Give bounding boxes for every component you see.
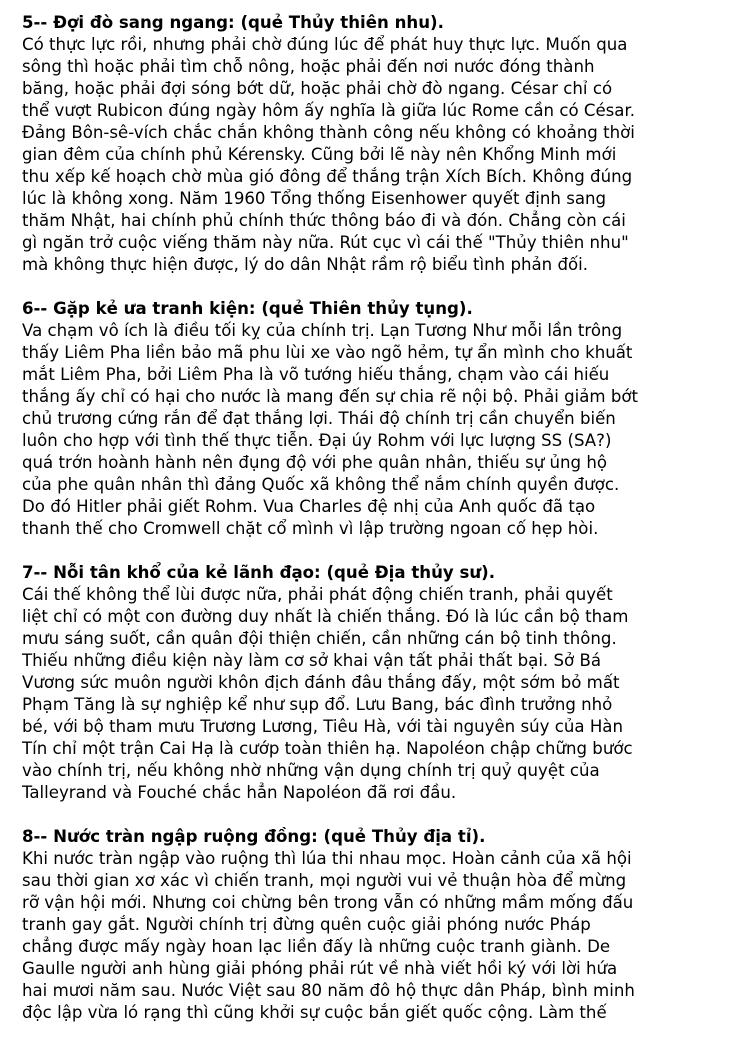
section-paragraph: [22, 848, 734, 1024]
text-line: Do đó Hitler phải giết Rohm. Vua Charles đệ nhị của Anh quốc đã tạo: [22, 497, 596, 516]
text-line: bé, với bộ tham mưu Trương Lương, Tiêu Hà, với tài nguyên súy của Hàn: [22, 717, 623, 736]
text-line: lúc là không xong. Năm 1960 Tổng thống Eisenhower quyết định sang: [22, 189, 607, 208]
section-heading: 8-- Nước tràn ngập ruộng đồng: (quẻ Thủy địa tỉ).: [22, 827, 486, 846]
text-line: liệt chỉ có một con đường duy nhất là chiến thắng. Đó là lúc cần bộ tham: [22, 607, 629, 626]
text-line: mưu sáng suốt, cần quân đội thiện chiến, cần những cán bộ tinh thông.: [22, 629, 617, 648]
text-line: Đảng Bôn-sê-vích chắc chắn không thành công nếu không có khoảng thời: [22, 123, 635, 142]
section-7: [22, 562, 734, 804]
text-line: tranh gay gắt. Người chính trị đừng quên cuộc giải phóng nước Pháp: [22, 915, 591, 934]
text-line: vào chính trị, nếu không nhờ những vận dụng chính trị quỷ quyệt của: [22, 761, 600, 780]
document-page: [22, 12, 734, 1046]
text-line: băng, hoặc phải đợi sóng bớt dữ, hoặc phải chờ đò ngang. César chỉ có: [22, 79, 613, 98]
text-line: thắng ấy chỉ có hại cho nước là mang đến sự chia rẽ nội bộ. Phải giảm bớt: [22, 387, 639, 406]
text-line: gian đêm của chính phủ Kérensky. Cũng bởi lẽ này nên Khổng Minh mới: [22, 145, 617, 164]
text-line: độc lập vừa ló rạng thì cũng khởi sự cuộc bắn giết quốc cộng. Làm thế: [22, 1003, 607, 1022]
text-line: Thiếu những điều kiện này làm cơ sở khai vận tất phải thất bại. Sở Bá: [22, 651, 601, 670]
text-line: Gaulle người anh hùng giải phóng phải rút về nhà viết hồi ký với lời hứa: [22, 959, 618, 978]
text-line: gì ngăn trở cuộc viếng thăm này nữa. Rút cục vì cái thế "Thủy thiên nhu": [22, 233, 629, 252]
text-line: thăm Nhật, hai chính phủ chính thức thông báo đi và đón. Chẳng còn cái: [22, 211, 626, 230]
text-line: hai mươi năm sau. Nước Việt sau 80 năm đô hộ thực dân Pháp, bình minh: [22, 981, 635, 1000]
text-line: sau thời gian xơ xác vì chiến tranh, mọi người vui vẻ thuận hòa để mừng: [22, 871, 627, 890]
section-8: [22, 826, 734, 1024]
text-line: thanh thế cho Cromwell chặt cổ mình vì lập trường ngoan cố hẹp hòi.: [22, 519, 599, 538]
section-paragraph: [22, 320, 734, 540]
section-heading: 6-- Gặp kẻ ưa tranh kiện: (quẻ Thiên thủy tụng).: [22, 299, 473, 318]
text-line: chẳng được mấy ngày hoan lạc liền đấy là những cuộc tranh giành. De: [22, 937, 611, 956]
text-line: Có thực lực rồi, nhưng phải chờ đúng lúc để phát huy thực lực. Muốn qua: [22, 35, 628, 54]
text-line: quá trớn hoành hành nên đụng độ với phe quân nhân, thiếu sự ủng hộ: [22, 453, 608, 472]
section-6: [22, 298, 734, 540]
text-line: thể vượt Rubicon đúng ngày hôm ấy nghĩa là giữa lúc Rome cần có César.: [22, 101, 636, 120]
section-heading: 5-- Đợi đò sang ngang: (quẻ Thủy thiên nhu).: [22, 13, 444, 32]
text-line: luôn cho hợp với tình thế thực tiễn. Đại úy Rohm với lực lượng SS (SA?): [22, 431, 612, 450]
text-line: chủ trương cứng rắn để đạt thắng lợi. Thái độ chính trị cần chuyển biến: [22, 409, 616, 428]
section-5: [22, 12, 734, 276]
text-line: Khi nước tràn ngập vào ruộng thì lúa thi nhau mọc. Hoàn cảnh của xã hội: [22, 849, 632, 868]
text-line: sông thì hoặc phải tìm chỗ nông, hoặc phải đến nơi nước đóng thành: [22, 57, 595, 76]
section-heading: 7-- Nỗi tân khổ của kẻ lãnh đạo: (quẻ Địa thủy sư).: [22, 563, 496, 582]
text-line: của phe quân nhân thì đảng Quốc xã không thể nắm chính quyền được.: [22, 475, 620, 494]
text-line: thấy Liêm Pha liền bảo mã phu lùi xe vào ngõ hẻm, tự ẩn mình cho khuất: [22, 343, 633, 362]
text-line: Vương sức muôn người khôn địch đánh đâu thắng đấy, một sớm bỏ mất: [22, 673, 620, 692]
text-line: Cái thế không thể lùi được nữa, phải phát động chiến tranh, phải quyết: [22, 585, 613, 604]
section-paragraph: [22, 584, 734, 804]
text-line: thu xếp kế hoạch chờ mùa gió đông để thắng trận Xích Bích. Không đúng: [22, 167, 633, 186]
text-line: Talleyrand và Fouché chắc hẳn Napoléon đã rơi đầu.: [22, 783, 457, 802]
text-line: Va chạm vô ích là điều tối kỵ của chính trị. Lạn Tương Như mỗi lần trông: [22, 321, 623, 340]
text-line: rỡ vận hội mới. Nhưng coi chừng bên trong vẫn có những mầm mống đấu: [22, 893, 634, 912]
text-line: mắt Liêm Pha, bởi Liêm Pha là võ tướng hiếu thắng, chạm vào cái hiếu: [22, 365, 610, 384]
text-line: Phạm Tăng là sự nghiệp kể như sụp đổ. Lưu Bang, bác đình trưởng nhỏ: [22, 695, 613, 714]
text-line: Tín chỉ một trận Cai Hạ là cướp toàn thiên hạ. Napoléon chập chững bước: [22, 739, 633, 758]
text-line: mà không thực hiện được, lý do dân Nhật rầm rộ biểu tình phản đối.: [22, 255, 589, 274]
section-paragraph: [22, 34, 734, 276]
